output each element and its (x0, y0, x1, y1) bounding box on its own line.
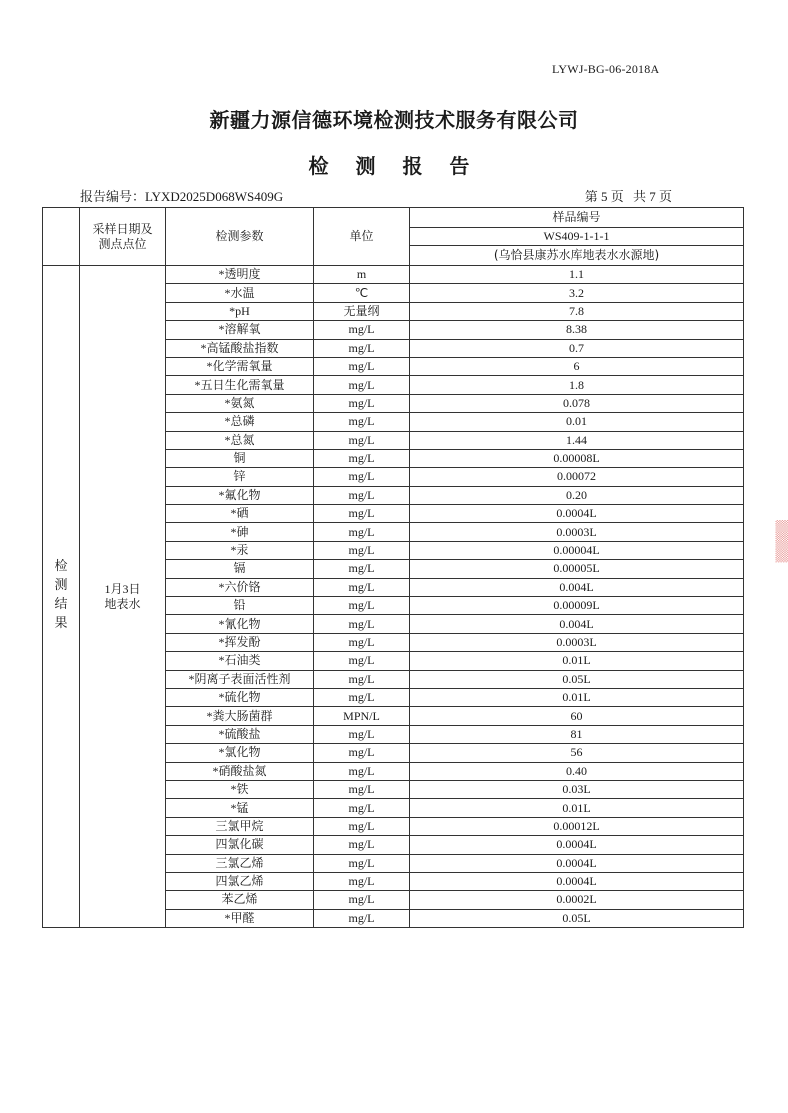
unit-cell: mg/L (314, 670, 410, 688)
parameter-cell: *透明度 (166, 266, 314, 284)
result-cell: 0.0004L (410, 505, 744, 523)
unit-cell: mg/L (314, 725, 410, 743)
result-cell: 81 (410, 725, 744, 743)
unit-cell: mg/L (314, 799, 410, 817)
result-cell: 0.0003L (410, 633, 744, 651)
parameter-cell: *水温 (166, 284, 314, 302)
header-date-line2: 测点点位 (98, 236, 147, 251)
result-cell: 0.20 (410, 486, 744, 504)
section-label-char: 果 (54, 615, 68, 631)
unit-cell: ℃ (314, 284, 410, 302)
unit-cell: mg/L (314, 744, 410, 762)
result-cell: 0.00009L (410, 597, 744, 615)
parameter-cell: *汞 (166, 541, 314, 559)
parameter-cell: *五日生化需氧量 (166, 376, 314, 394)
unit-cell: MPN/L (314, 707, 410, 725)
parameter-cell: 三氯乙烯 (166, 854, 314, 872)
parameter-cell: 镉 (166, 560, 314, 578)
parameter-cell: *硫化物 (166, 688, 314, 706)
report-meta-row (80, 186, 672, 204)
result-cell: 0.004L (410, 615, 744, 633)
result-cell: 0.0003L (410, 523, 744, 541)
unit-cell: mg/L (314, 541, 410, 559)
parameter-cell: *六价铬 (166, 578, 314, 596)
unit-cell: mg/L (314, 836, 410, 854)
sampling-date-location (80, 266, 166, 928)
parameter-cell: *锰 (166, 799, 314, 817)
parameter-cell: *总氮 (166, 431, 314, 449)
unit-cell: 无量纲 (314, 302, 410, 320)
result-cell: 0.00004L (410, 541, 744, 559)
result-cell: 0.00008L (410, 449, 744, 467)
result-cell: 0.0004L (410, 872, 744, 890)
parameter-cell: *硫酸盐 (166, 725, 314, 743)
result-cell: 0.0004L (410, 854, 744, 872)
section-label-char: 检 (54, 558, 68, 574)
result-cell: 0.0002L (410, 891, 744, 909)
unit-cell: mg/L (314, 449, 410, 467)
parameter-cell: *石油类 (166, 652, 314, 670)
result-cell: 0.01L (410, 688, 744, 706)
result-cell: 0.01L (410, 652, 744, 670)
unit-cell: mg/L (314, 872, 410, 890)
parameter-cell: 四氯化碳 (166, 836, 314, 854)
parameter-cell: *挥发酚 (166, 633, 314, 651)
parameter-cell: 铅 (166, 597, 314, 615)
unit-cell: mg/L (314, 578, 410, 596)
unit-cell: mg/L (314, 891, 410, 909)
parameter-cell: *甲醛 (166, 909, 314, 927)
result-cell: 0.0004L (410, 836, 744, 854)
parameter-cell: *粪大肠菌群 (166, 707, 314, 725)
result-cell: 0.7 (410, 339, 744, 357)
parameter-cell: *阴离子表面活性剂 (166, 670, 314, 688)
report-number: 报告编号：LYXD2025D068WS409G (80, 189, 284, 204)
parameter-cell: *硝酸盐氮 (166, 762, 314, 780)
header-parameter: 检测参数 (166, 208, 314, 266)
result-cell: 3.2 (410, 284, 744, 302)
parameter-cell: 苯乙烯 (166, 891, 314, 909)
unit-cell: m (314, 266, 410, 284)
header-section-blank (43, 208, 80, 266)
parameter-cell: *氯化物 (166, 744, 314, 762)
unit-cell: mg/L (314, 413, 410, 431)
parameter-cell: *溶解氧 (166, 321, 314, 339)
result-cell: 0.078 (410, 394, 744, 412)
result-cell: 7.8 (410, 302, 744, 320)
parameter-cell: *砷 (166, 523, 314, 541)
sampling-location: 地表水 (104, 596, 141, 611)
parameter-cell: 三氯甲烷 (166, 817, 314, 835)
unit-cell: mg/L (314, 762, 410, 780)
unit-cell: mg/L (314, 431, 410, 449)
parameter-cell: *氟化物 (166, 486, 314, 504)
unit-cell: mg/L (314, 486, 410, 504)
parameter-cell: *氰化物 (166, 615, 314, 633)
seal-stamp-fragment: ▒▒▒▒▒ (775, 520, 788, 563)
unit-cell: mg/L (314, 321, 410, 339)
parameter-cell: *化学需氧量 (166, 357, 314, 375)
header-date-line1: 采样日期及 (92, 221, 153, 236)
unit-cell: mg/L (314, 523, 410, 541)
result-cell: 1.44 (410, 431, 744, 449)
result-cell: 1.1 (410, 266, 744, 284)
unit-cell: mg/L (314, 817, 410, 835)
parameter-cell: *高锰酸盐指数 (166, 339, 314, 357)
result-cell: 6 (410, 357, 744, 375)
unit-cell: mg/L (314, 394, 410, 412)
unit-cell: mg/L (314, 615, 410, 633)
result-cell: 0.00072 (410, 468, 744, 486)
header-unit: 单位 (314, 208, 410, 266)
result-cell: 0.00005L (410, 560, 744, 578)
unit-cell: mg/L (314, 357, 410, 375)
result-cell: 0.05L (410, 909, 744, 927)
unit-cell: mg/L (314, 633, 410, 651)
header-date-location (80, 208, 166, 266)
result-cell: 56 (410, 744, 744, 762)
parameter-cell: 四氯乙烯 (166, 872, 314, 890)
report-title: 检 测 报 告 (308, 154, 480, 178)
result-cell: 0.004L (410, 578, 744, 596)
parameter-cell: 锌 (166, 468, 314, 486)
result-cell: 8.38 (410, 321, 744, 339)
unit-cell: mg/L (314, 652, 410, 670)
parameter-cell: *铁 (166, 780, 314, 798)
unit-cell: mg/L (314, 688, 410, 706)
page-total: 共 7 页 (632, 189, 672, 204)
result-cell: 0.01 (410, 413, 744, 431)
result-cell: 1.8 (410, 376, 744, 394)
parameter-cell: *氨氮 (166, 394, 314, 412)
result-cell: 0.05L (410, 670, 744, 688)
unit-cell: mg/L (314, 780, 410, 798)
page-indicator (579, 186, 672, 205)
parameter-cell: *pH (166, 302, 314, 320)
table-row (43, 266, 744, 284)
sampling-date: 1月3日 (104, 581, 141, 596)
unit-cell: mg/L (314, 339, 410, 357)
sample-id: WS409-1-1-1 (410, 228, 744, 246)
unit-cell: mg/L (314, 560, 410, 578)
results-table (42, 207, 744, 928)
result-cell: 0.01L (410, 799, 744, 817)
document-code: LYWJ-BG-06-2018A (552, 62, 660, 76)
result-cell: 0.40 (410, 762, 744, 780)
result-cell: 60 (410, 707, 744, 725)
header-sample-number: 样品编号 (410, 208, 744, 228)
company-name: 新疆力源信德环境检测技术服务有限公司 (209, 108, 579, 132)
section-label-char: 结 (54, 596, 68, 612)
section-label-char: 测 (54, 577, 68, 593)
parameter-cell: *总磷 (166, 413, 314, 431)
unit-cell: mg/L (314, 597, 410, 615)
result-cell: 0.00012L (410, 817, 744, 835)
unit-cell: mg/L (314, 376, 410, 394)
sample-site: (乌恰县康苏水库地表水水源地) (410, 246, 744, 266)
unit-cell: mg/L (314, 854, 410, 872)
page-current: 第 5 页 (584, 189, 624, 204)
section-label-detection-results (43, 266, 80, 928)
result-cell: 0.03L (410, 780, 744, 798)
parameter-cell: 铜 (166, 449, 314, 467)
unit-cell: mg/L (314, 909, 410, 927)
parameter-cell: *硒 (166, 505, 314, 523)
unit-cell: mg/L (314, 468, 410, 486)
unit-cell: mg/L (314, 505, 410, 523)
